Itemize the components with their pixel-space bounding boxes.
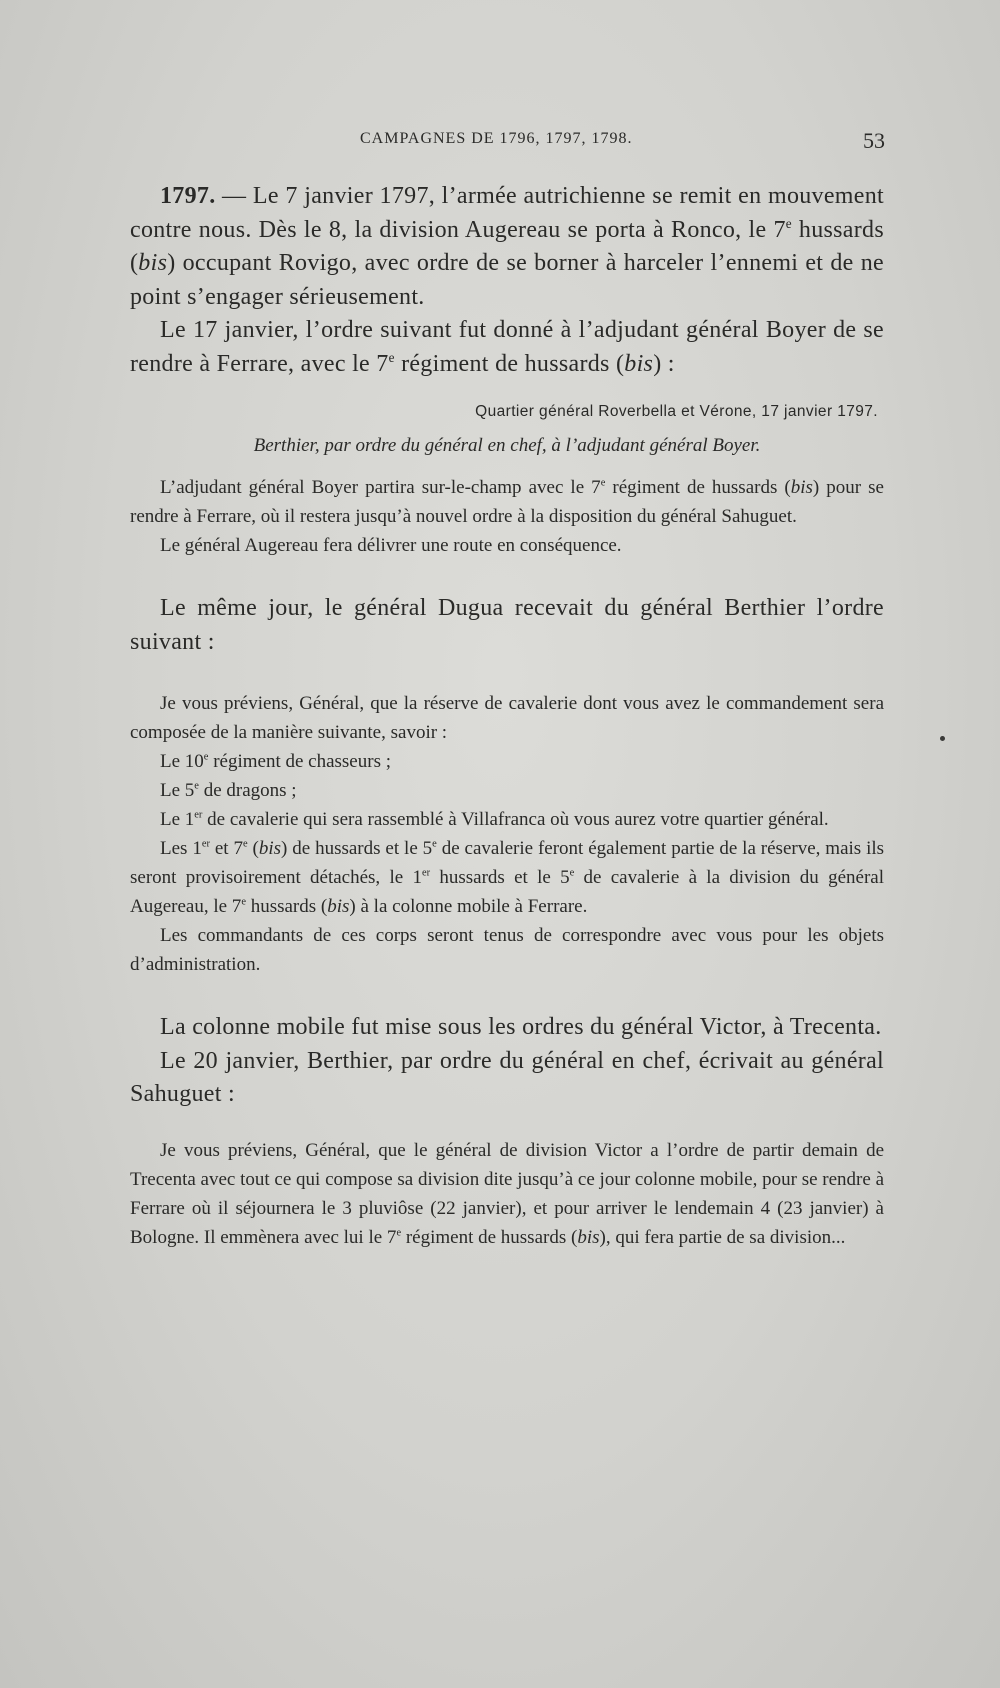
letter2-paragraph-5 bbox=[130, 834, 884, 921]
paragraph-20-janvier: Le 20 janvier, Berthier, par ordre du général en chef, écrivait au général Sahuguet : bbox=[130, 1047, 884, 1107]
superscript: e bbox=[241, 896, 246, 908]
text-run: hussards ( bbox=[245, 896, 328, 917]
letter3-paragraph-1 bbox=[130, 1136, 884, 1252]
superscript: e bbox=[569, 867, 575, 879]
text-run: régiment de chasseurs ; bbox=[208, 751, 391, 772]
superscript: e bbox=[194, 780, 199, 792]
paragraph-1797 bbox=[130, 180, 884, 314]
text-run: L’adjudant général Boyer partira sur-le-champ avec le 7 bbox=[160, 477, 601, 498]
italic-bis: bis bbox=[258, 838, 282, 859]
text-run: Le 17 janvier, l’ordre suivant fut donné à l’adjudant général Boyer de se rendre à Ferrare, avec le 7 bbox=[130, 317, 884, 377]
text-run: régiment de hussards ( bbox=[394, 350, 625, 377]
letter2-paragraph-2 bbox=[130, 747, 884, 776]
superscript: e bbox=[785, 215, 792, 231]
text-run: hussards ( bbox=[130, 216, 884, 276]
text-run: de cavalerie qui sera rassemblé à Villafranca où vous aurez votre quartier général. bbox=[202, 809, 829, 830]
text-run: Je vous préviens, Général, que le général de division Victor a l’ordre de partir demain de Trecenta avec tout ce qui compose sa division dite jusqu’à ce jour colonne mobile, pour se rendre à Ferrare où il séjournera le 3 pluviôse (22 janvier), et pour arriver le lendemain 4 (23 janvier) à Bologne. Il emmènera avec lui le 7 bbox=[130, 1139, 884, 1248]
superscript: e bbox=[396, 1227, 402, 1239]
paragraph-colonne-mobile: La colonne mobile fut mise sous les ordres du général Victor, à Trecenta. bbox=[160, 1014, 882, 1040]
superscript: e bbox=[388, 349, 395, 365]
text-run: de dragons ; bbox=[198, 780, 297, 801]
running-head: CAMPAGNES DE 1796, 1797, 1798. bbox=[360, 130, 633, 147]
superscript: er bbox=[201, 838, 210, 850]
superscript: e bbox=[600, 477, 606, 489]
italic-bis: bis bbox=[624, 350, 654, 377]
text-run: ) occupant Rovigo, avec ordre de se borner à harceler l’ennemi et de ne point s’engager sérieusement. bbox=[130, 250, 884, 310]
letter2-paragraph-1: Je vous préviens, Général, que la réserve de cavalerie dont vous avez le commandement sera composée de la manière suivante, savoir : bbox=[130, 693, 884, 743]
superscript: er bbox=[421, 867, 431, 879]
paragraph-17-janvier bbox=[130, 314, 884, 381]
letter1-paragraph-1 bbox=[130, 473, 884, 531]
page-number: 53 bbox=[863, 128, 885, 153]
text-run: de cavalerie à la division du général Augereau, le 7 bbox=[130, 867, 884, 917]
text-run: Le 10 bbox=[160, 751, 204, 772]
superscript: e bbox=[203, 751, 209, 763]
superscript: er bbox=[194, 809, 203, 821]
page-body bbox=[130, 180, 884, 1252]
letter1-paragraph-2: Le général Augereau fera délivrer une route en conséquence. bbox=[160, 535, 622, 556]
text-run: ) : bbox=[653, 350, 675, 377]
letter2-paragraph-3 bbox=[130, 776, 884, 805]
letter-byline: Berthier, par ordre du général en chef, à l’adjudant général Boyer. bbox=[253, 435, 761, 456]
paragraph-dugua: Le même jour, le général Dugua recevait du général Berthier l’ordre suivant : bbox=[130, 595, 884, 655]
italic-bis: bis bbox=[327, 896, 350, 917]
text-run: ) pour se rendre à Ferrare, où il restera jusqu’à nouvel ordre à la disposition du général Sahuguet. bbox=[130, 477, 884, 527]
text-run: régiment de hussards ( bbox=[605, 477, 791, 498]
text-run: Les 1 bbox=[160, 838, 202, 859]
italic-bis: bis bbox=[138, 250, 168, 276]
letter2-paragraph-4 bbox=[130, 805, 884, 834]
page-header bbox=[130, 128, 885, 158]
italic-bis: bis bbox=[577, 1226, 600, 1248]
text-run: de cavalerie feront également partie de la réserve, mais ils seront provisoirement détachés, le 1 bbox=[130, 838, 885, 888]
text-run: ), qui fera partie de sa division... bbox=[599, 1226, 846, 1248]
italic-bis: bis bbox=[790, 477, 813, 498]
ink-speck bbox=[940, 736, 945, 741]
text-run: hussards et le 5 bbox=[430, 867, 570, 888]
text-run: — Le 7 janvier 1797, l’armée autrichienne se remit en mouvement contre nous. Dès le 8, la division Augereau se porta à Ronco, le 7 bbox=[130, 183, 884, 243]
text-run: ( bbox=[247, 838, 259, 859]
text-run: Le 5 bbox=[160, 780, 195, 801]
year-heading: 1797. bbox=[160, 183, 216, 209]
letter-dateline: Quartier général Roverbella et Vérone, 17 janvier 1797. bbox=[475, 403, 878, 420]
text-run: et 7 bbox=[209, 838, 243, 859]
text-run: régiment de hussards ( bbox=[401, 1226, 578, 1248]
text-run: ) de hussards et le 5 bbox=[281, 838, 433, 859]
superscript: e bbox=[242, 838, 248, 850]
superscript: e bbox=[432, 838, 437, 850]
letter2-paragraph-6: Les commandants de ces corps seront tenus de correspondre avec vous pour les objets d’administration. bbox=[130, 925, 884, 975]
text-run: ) à la colonne mobile à Ferrare. bbox=[349, 896, 588, 917]
text-run: Le 1 bbox=[160, 809, 195, 830]
